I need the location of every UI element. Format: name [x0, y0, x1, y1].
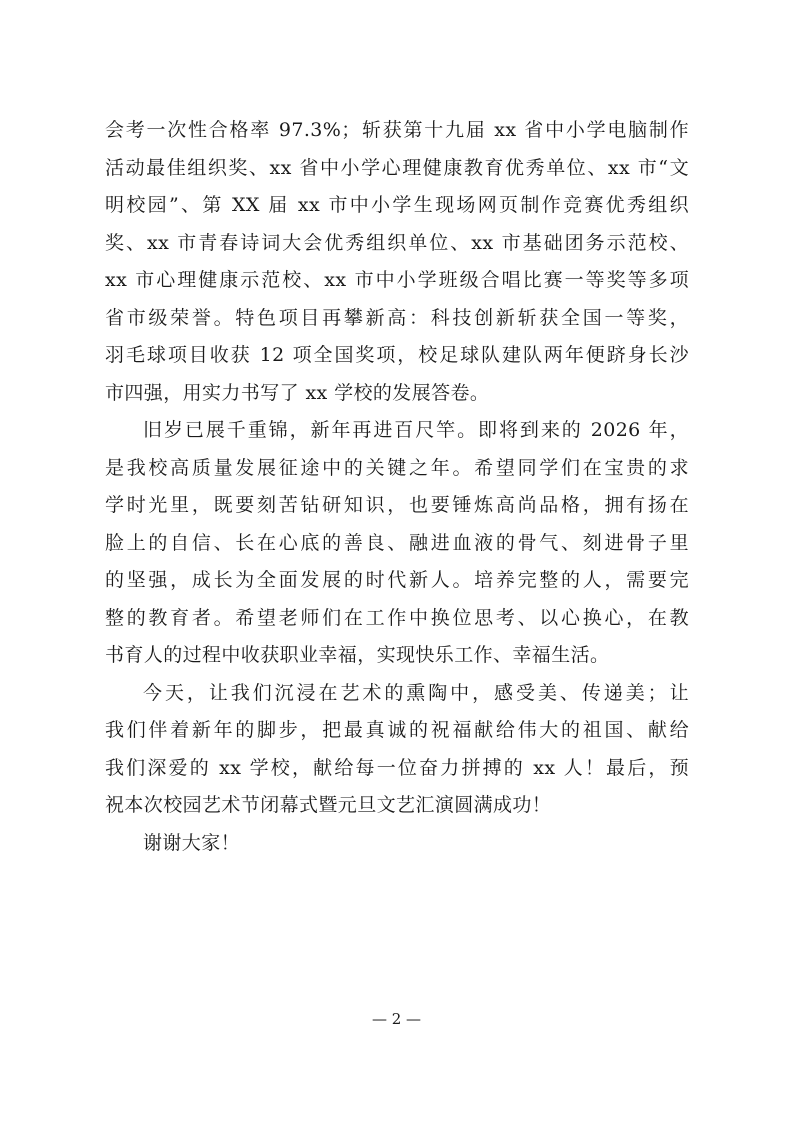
- text-line: 谢谢大家！: [143, 831, 241, 854]
- text-line: 羽毛球项目收获 12 项全国奖项，校足球队建队两年便跻身长沙: [105, 344, 689, 366]
- text-line: 明校园”、第 XX 届 xx 市中小学生现场网页制作竞赛优秀组织: [105, 194, 689, 216]
- text-line: 祝本次校园艺术节闭幕式暨元旦文艺汇演圆满成功！: [105, 794, 552, 816]
- text-line: 市四强，用实力书写了 xx 学校的发展答卷。: [105, 381, 490, 404]
- text-line: 整的教育者。希望老师们在工作中换位思考、以心换心，在教: [105, 606, 689, 629]
- text-line: 学时光里，既要刻苦钻研知识，也要锤炼高尚品格，拥有扬在: [105, 494, 689, 516]
- text-line: 脸上的自信、长在心底的善良、融进血液的骨气、刻进骨子里: [105, 531, 689, 554]
- text-line: 旧岁已展千重锦，新年再进百尺竿。即将到来的 2026 年，: [143, 419, 689, 441]
- text-line: 我们深爱的 xx 学校，献给每一位奋力拼搏的 xx 人！最后，预: [105, 756, 689, 779]
- page-number: — 2 —: [371, 1010, 422, 1028]
- text-line: 的坚强，成长为全面发展的时代新人。培养完整的人，需要完: [105, 569, 689, 591]
- body-text: [105, 112, 689, 862]
- text-line: 活动最佳组织奖、xx 省中小学心理健康教育优秀单位、xx 市“文: [105, 156, 689, 179]
- text-line: 奖、xx 市青春诗词大会优秀组织单位、xx 市基础团务示范校、: [105, 231, 689, 254]
- text-line: 我们伴着新年的脚步，把最真诚的祝福献给伟大的祖国、献给: [105, 719, 689, 741]
- text-line: 今天，让我们沉浸在艺术的熏陶中，感受美、传递美；让: [143, 681, 689, 704]
- text-line: 是我校高质量发展征途中的关键之年。希望同学们在宝贵的求: [105, 456, 689, 479]
- text-line: 省市级荣誉。特色项目再攀新高：科技创新斩获全国一等奖，: [105, 306, 689, 329]
- text-line: 会考一次性合格率 97.3%；斩获第十九届 xx 省中小学电脑制作: [105, 119, 689, 141]
- text-line: 书育人的过程中收获职业幸福，实现快乐工作、幸福生活。: [105, 644, 610, 666]
- text-line: xx 市心理健康示范校、xx 市中小学班级合唱比赛一等奖等多项: [105, 269, 689, 291]
